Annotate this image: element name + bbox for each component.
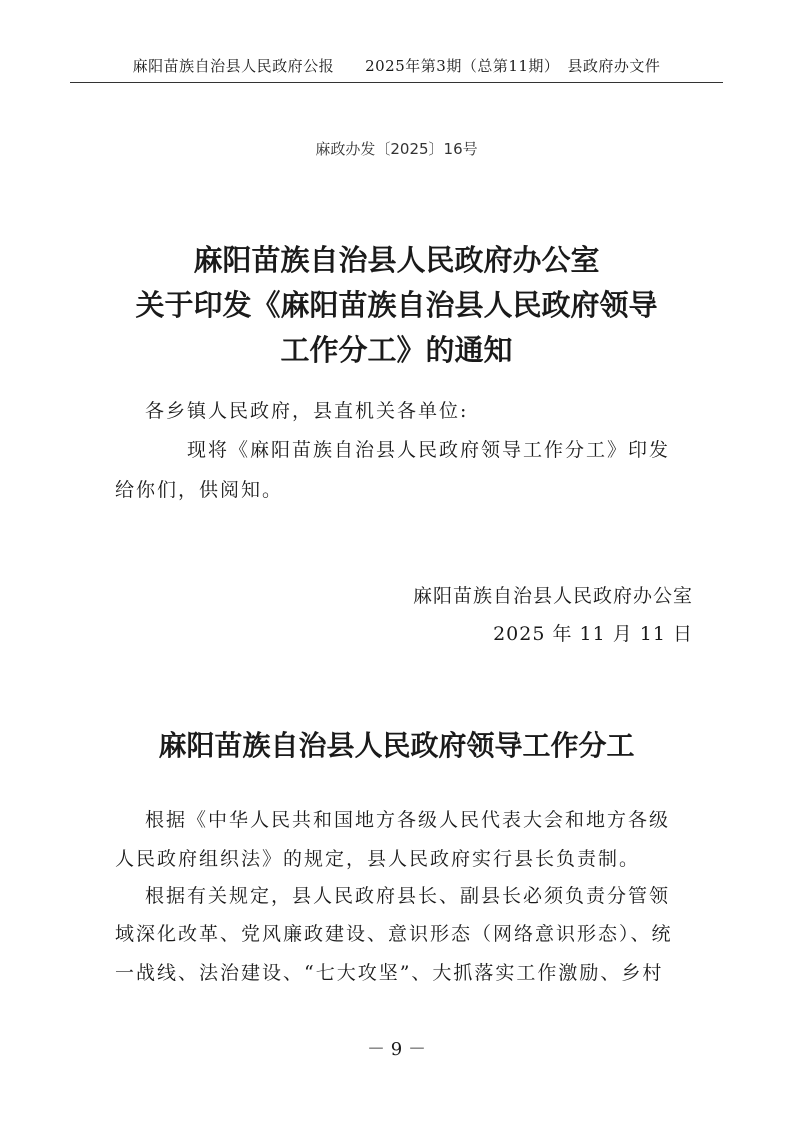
attachment-para2-line-3: 一战线、法治建设、“七大攻坚”、大抓落实工作激励、乡村 <box>115 962 664 984</box>
running-header: 麻阳苗族自治县人民政府公报 2025年第3期（总第11期） 县政府办文件 <box>132 57 661 75</box>
notice-title-line-1: 麻阳苗族自治县人民政府办公室 <box>193 243 600 277</box>
notice-title-line-3: 工作分工》的通知 <box>280 333 513 367</box>
attachment-para2-line-1: 根据有关规定，县人民政府县长、副县长必须负责分管领 <box>145 885 671 907</box>
notice-title-line-2: 关于印发《麻阳苗族自治县人民政府领导 <box>135 288 658 322</box>
header-divider <box>70 82 723 83</box>
notice-title <box>0 238 793 373</box>
attachment-para1-line-1: 根据《中华人民共和国地方各级人民代表大会和地方各级 <box>145 809 671 831</box>
attachment-para2-line-2: 域深化改革、党风廉政建设、意识形态（网络意识形态）、统 <box>115 923 673 945</box>
salutation: 各乡镇人民政府，县直机关各单位: <box>145 400 469 422</box>
notice-body-line-2: 给你们，供阅知。 <box>115 479 284 501</box>
notice-body-line-1: 现将《麻阳苗族自治县人民政府领导工作分工》印发 <box>187 439 671 461</box>
attachment-title: 麻阳苗族自治县人民政府领导工作分工 <box>158 729 635 762</box>
page-number: － 9 － <box>367 1039 426 1060</box>
signature-organization: 麻阳苗族自治县人民政府办公室 <box>412 585 693 607</box>
attachment-para1-line-2: 人民政府组织法》的规定，县人民政府实行县长负责制。 <box>115 848 641 870</box>
document-number: 麻政办发〔2025〕16号 <box>315 140 478 158</box>
signature-date: 2025 年 11 月 11 日 <box>493 623 693 645</box>
